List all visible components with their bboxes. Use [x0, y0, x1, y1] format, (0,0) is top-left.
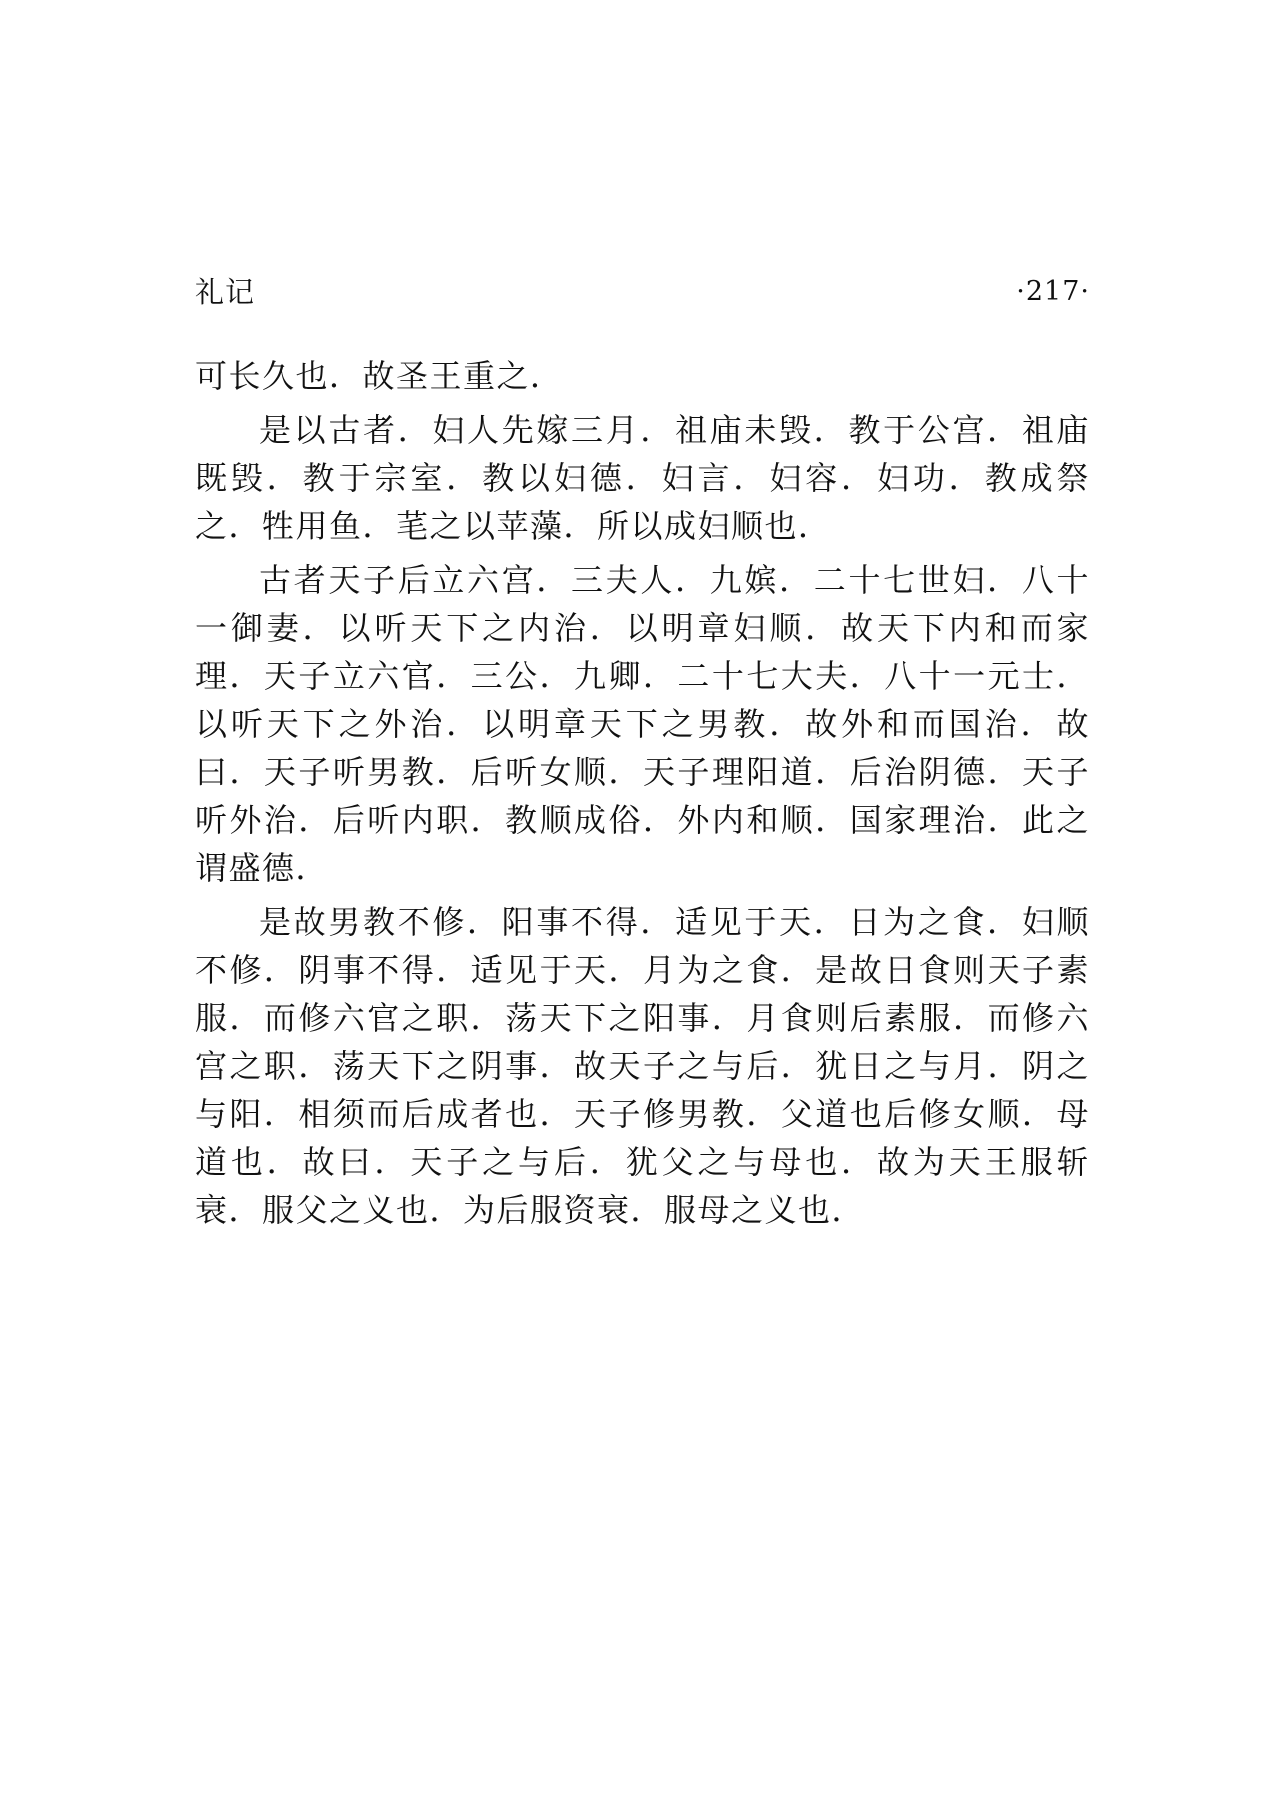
paragraph: 是以古者．妇人先嫁三月．祖庙未毁．教于公宫．祖庙既毁．教于宗室．教以妇德．妇言．妇容．妇功．教成祭之．牲用鱼．芼之以苹藻．所以成妇顺也． [195, 411, 1090, 545]
paragraph-continued: 可长久也．故圣王重之． [195, 357, 564, 395]
paragraph: 是故男教不修．阳事不得．适见于天．日为之食．妇顺不修．阴事不得．适见于天．月为之食．是故日食则天子素服．而修六官之职．荡天下之阳事．月食则后素服．而修六宫之职．荡天下之阴事．故天子之与后．犹日之与月．阴之与阳．相须而后成者也．天子修男教．父道也后修女顺．母道也．故曰．天子之与后．犹父之与母也．故为天王服斩衰．服父之义也．为后服资衰．服母之义也． [195, 903, 1090, 1229]
page-number: ·217· [1016, 276, 1090, 307]
book-title: 礼记 [195, 275, 256, 309]
paragraph: 古者天子后立六宫．三夫人．九嫔．二十七世妇．八十一御妻．以听天下之内治．以明章妇顺．故天下内和而家理．天子立六官．三公．九卿．二十七大夫．八十一元士．以听天下之外治．以明章天下之男教．故外和而国治．故曰．天子听男教．后听女顺．天子理阳道．后治阴德．天子听外治．后听内职．教顺成俗．外内和顺．国家理治．此之谓盛德． [195, 561, 1090, 887]
body-text [195, 352, 1090, 1240]
page-header [195, 272, 1090, 312]
